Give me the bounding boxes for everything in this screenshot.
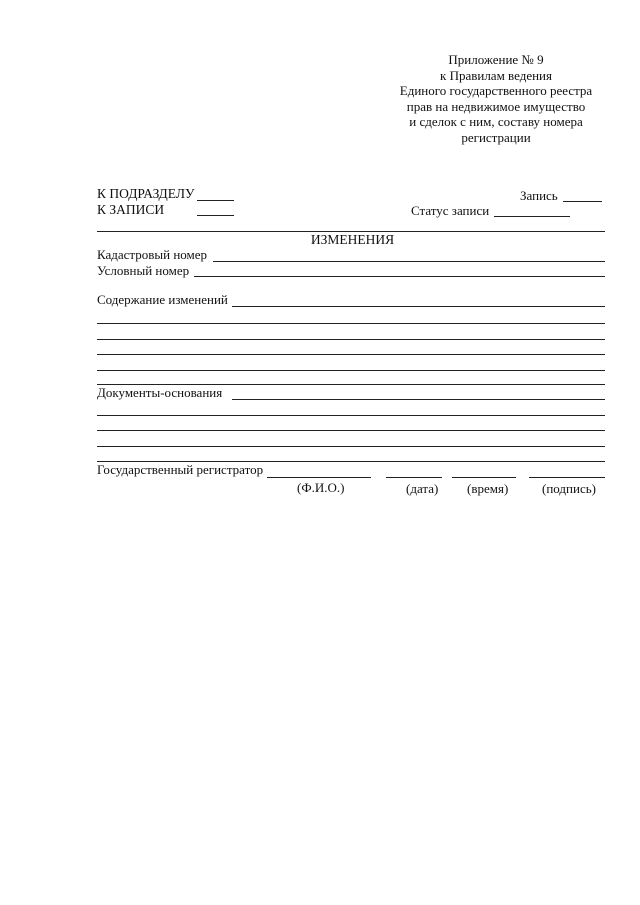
appendix-heading bbox=[380, 52, 612, 145]
basis-documents-line-4[interactable] bbox=[97, 446, 605, 447]
appendix-line-6: регистрации bbox=[461, 129, 531, 145]
record-label: Запись bbox=[520, 188, 558, 203]
conditional-number-label: Условный номер bbox=[97, 263, 190, 278]
caption-date: (дата) bbox=[406, 481, 439, 496]
record-ref-field[interactable] bbox=[197, 215, 234, 216]
cadastral-number-label: Кадастровый номер bbox=[97, 247, 208, 262]
registrar-name-field[interactable] bbox=[267, 477, 371, 478]
record-ref-label: К ЗАПИСИ bbox=[97, 202, 165, 217]
subsection-label: К ПОДРАЗДЕЛУ bbox=[97, 186, 195, 201]
appendix-line-1: Приложение № 9 bbox=[448, 52, 544, 67]
changes-content-line-3[interactable] bbox=[97, 339, 605, 340]
changes-content-line-4[interactable] bbox=[97, 354, 605, 355]
basis-documents-line-3[interactable] bbox=[97, 430, 605, 431]
section-title: ИЗМЕНЕНИЯ bbox=[310, 232, 395, 247]
changes-content-field[interactable] bbox=[232, 306, 605, 307]
registrar-label: Государственный регистратор bbox=[97, 462, 264, 477]
caption-name: (Ф.И.О.) bbox=[297, 480, 345, 495]
basis-documents-field[interactable] bbox=[232, 399, 605, 400]
record-status-field[interactable] bbox=[494, 216, 570, 217]
cadastral-number-field[interactable] bbox=[213, 261, 605, 262]
changes-content-line-5[interactable] bbox=[97, 370, 605, 371]
subsection-field[interactable] bbox=[197, 200, 234, 201]
caption-time: (время) bbox=[467, 481, 509, 496]
changes-content-line-2[interactable] bbox=[97, 323, 605, 324]
basis-documents-line-2[interactable] bbox=[97, 415, 605, 416]
appendix-line-5: и сделок с ним, составу номера bbox=[409, 114, 583, 129]
appendix-line-2: к Правилам ведения bbox=[440, 67, 552, 83]
appendix-line-4: прав на недвижимое имущество bbox=[406, 98, 586, 114]
registrar-date-field[interactable] bbox=[386, 477, 442, 478]
record-status-label: Статус записи bbox=[411, 203, 490, 218]
caption-signature: (подпись) bbox=[542, 481, 596, 496]
appendix-line-3: Единого государственного реестра bbox=[399, 83, 593, 98]
registrar-signature-field[interactable] bbox=[529, 477, 605, 478]
basis-documents-label: Документы-основания bbox=[97, 385, 223, 400]
changes-content-label: Содержание изменений bbox=[97, 292, 228, 307]
conditional-number-field[interactable] bbox=[194, 276, 605, 277]
record-field[interactable] bbox=[563, 201, 602, 202]
registrar-time-field[interactable] bbox=[452, 477, 516, 478]
